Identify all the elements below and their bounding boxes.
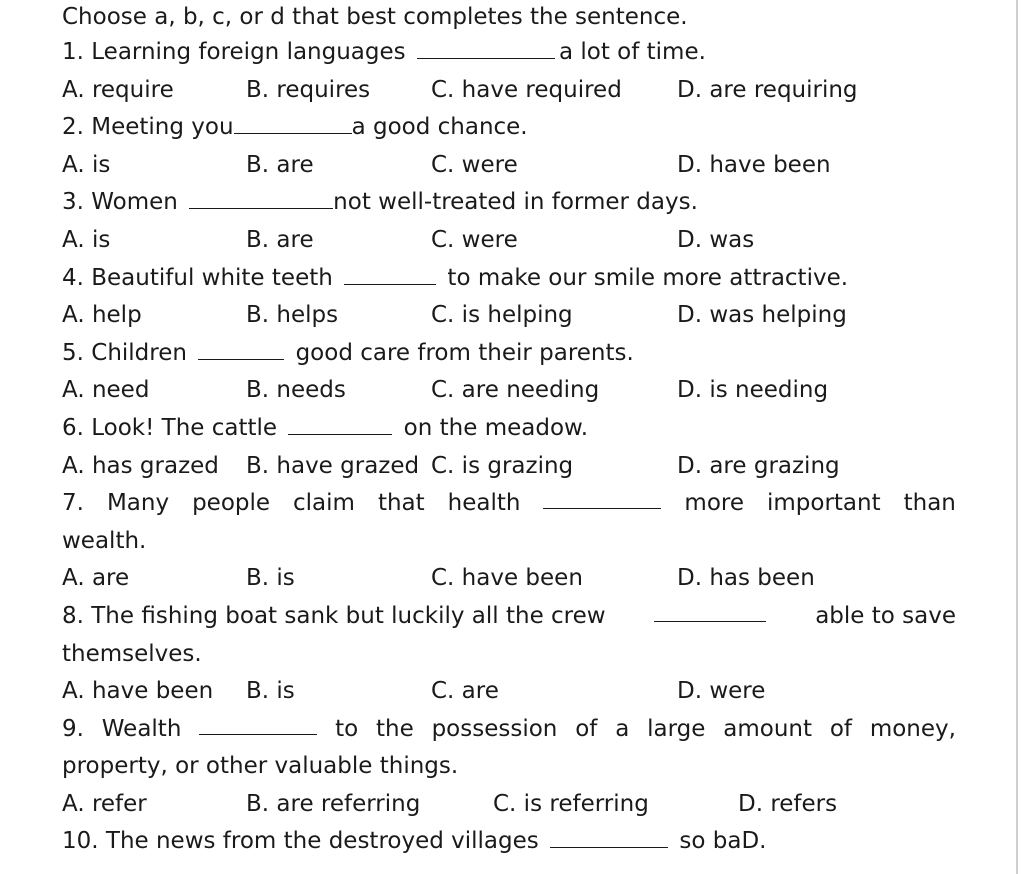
- question-6: [62, 410, 956, 448]
- options-2: [62, 147, 956, 185]
- answer-blank: [417, 35, 555, 59]
- question-3-tail: not well-treated in former days.: [333, 189, 698, 216]
- answer-blank: [199, 711, 317, 735]
- option-b: B. is: [246, 565, 295, 592]
- options-4: [62, 297, 956, 335]
- question-7-word: that: [377, 490, 425, 517]
- question-8-continuation: themselves.: [62, 640, 202, 667]
- question-7-word: more: [684, 490, 744, 517]
- question-7-word: claim: [293, 490, 355, 517]
- question-2: [62, 109, 956, 147]
- option-b: B. requires: [246, 76, 371, 103]
- options-1: [62, 72, 956, 110]
- question-9-continuation: property, or other valuable things.: [62, 753, 459, 780]
- question-8-tail: able to save: [815, 602, 956, 629]
- question-9-word: possession: [431, 715, 558, 742]
- question-8-stem: 8. The fishing boat sank but luckily all the crew: [62, 602, 606, 629]
- question-1: [62, 34, 956, 72]
- question-7-word: Many: [106, 490, 170, 517]
- option-a: A. are: [62, 565, 130, 592]
- question-5: [62, 335, 956, 373]
- option-d: D. has been: [677, 565, 815, 592]
- option-b: B. are: [246, 226, 314, 253]
- option-d: D. were: [677, 678, 766, 705]
- question-10: [62, 823, 956, 861]
- options-6: [62, 448, 956, 486]
- option-d: D. was: [677, 226, 755, 253]
- option-a: A. is: [62, 226, 111, 253]
- question-10-stem: 10. The news from the destroyed villages: [62, 828, 547, 855]
- options-7: [62, 560, 956, 598]
- question-1-tail: a lot of time.: [558, 39, 706, 65]
- question-7-word: important: [766, 490, 881, 517]
- option-a: A. is: [62, 151, 111, 178]
- answer-blank: [198, 336, 284, 360]
- option-a: A. has grazed: [62, 452, 219, 479]
- option-c: C. were: [431, 226, 518, 253]
- question-4: [62, 260, 956, 298]
- question-7: [62, 485, 956, 523]
- question-4-stem: 4. Beautiful white teeth: [62, 264, 341, 291]
- question-6-stem: 6. Look! The cattle: [62, 414, 285, 441]
- option-a: A. refer: [62, 790, 147, 817]
- answer-blank: [654, 598, 766, 622]
- answer-blank: [288, 411, 392, 435]
- option-a: A. need: [62, 377, 150, 404]
- option-d: D. are grazing: [677, 452, 840, 479]
- option-d: D. are requiring: [677, 76, 858, 103]
- option-b: B. are referring: [246, 790, 421, 817]
- option-b: B. needs: [246, 377, 346, 404]
- options-3: [62, 222, 956, 260]
- question-9-word: money,: [869, 715, 956, 742]
- question-9-word: of: [829, 715, 852, 742]
- question-3: [62, 184, 956, 222]
- option-a: A. require: [62, 76, 174, 103]
- option-d: D. refers: [738, 790, 838, 817]
- question-9-word: large: [647, 715, 706, 742]
- answer-blank: [543, 485, 661, 509]
- option-b: B. have grazed: [246, 452, 420, 479]
- option-a: A. help: [62, 302, 142, 329]
- option-c: C. are: [431, 678, 499, 705]
- question-9-word: the: [375, 715, 414, 742]
- question-9-word: amount: [723, 715, 812, 742]
- answer-blank: [234, 110, 352, 134]
- question-2-stem: 2. Meeting you: [62, 114, 234, 141]
- option-c: C. were: [431, 151, 518, 178]
- question-3-stem: 3. Women: [62, 189, 186, 216]
- question-2-tail: a good chance.: [351, 114, 528, 141]
- page-right-edge: [1016, 0, 1018, 874]
- question-8: [62, 598, 956, 636]
- question-7-continuation: wealth.: [62, 527, 147, 554]
- option-d: D. have been: [677, 151, 831, 178]
- question-5-tail: good care from their parents.: [288, 339, 634, 366]
- question-1-stem: 1. Learning foreign languages: [62, 39, 413, 65]
- option-c: C. is grazing: [431, 452, 574, 479]
- options-9: [62, 786, 956, 824]
- question-7-word: 7.: [62, 490, 84, 517]
- question-7-word: than: [903, 490, 956, 517]
- option-b: B. are: [246, 151, 314, 178]
- question-10-tail: so baD.: [672, 828, 767, 855]
- option-c: C. is helping: [431, 302, 573, 329]
- question-4-tail: to make our smile more attractive.: [440, 264, 849, 291]
- answer-blank: [344, 261, 436, 285]
- question-9-word: Wealth: [101, 715, 182, 742]
- answer-blank: [189, 185, 333, 209]
- option-d: D. was helping: [677, 302, 847, 329]
- option-d: D. is needing: [677, 377, 829, 404]
- question-7-word: health: [447, 490, 521, 517]
- answer-blank: [550, 824, 668, 848]
- question-6-tail: on the meadow.: [396, 414, 589, 441]
- options-8: [62, 673, 956, 711]
- option-b: B. helps: [246, 302, 339, 329]
- question-9-word: a: [615, 715, 630, 742]
- question-9-word: 9.: [62, 715, 84, 742]
- instruction: Choose a, b, c, or d that best completes the sentence.: [62, 4, 688, 30]
- question-9-word: of: [575, 715, 598, 742]
- option-c: C. have been: [431, 565, 583, 592]
- question-9-word: to: [335, 715, 359, 742]
- option-c: C. have required: [431, 76, 622, 103]
- options-5: [62, 372, 956, 410]
- worksheet: [62, 0, 956, 861]
- option-c: C. are needing: [431, 377, 600, 404]
- option-a: A. have been: [62, 678, 214, 705]
- option-c: C. is referring: [493, 790, 649, 817]
- option-b: B. is: [246, 678, 295, 705]
- question-5-stem: 5. Children: [62, 339, 195, 366]
- question-7-word: people: [192, 490, 271, 517]
- question-9: [62, 711, 956, 749]
